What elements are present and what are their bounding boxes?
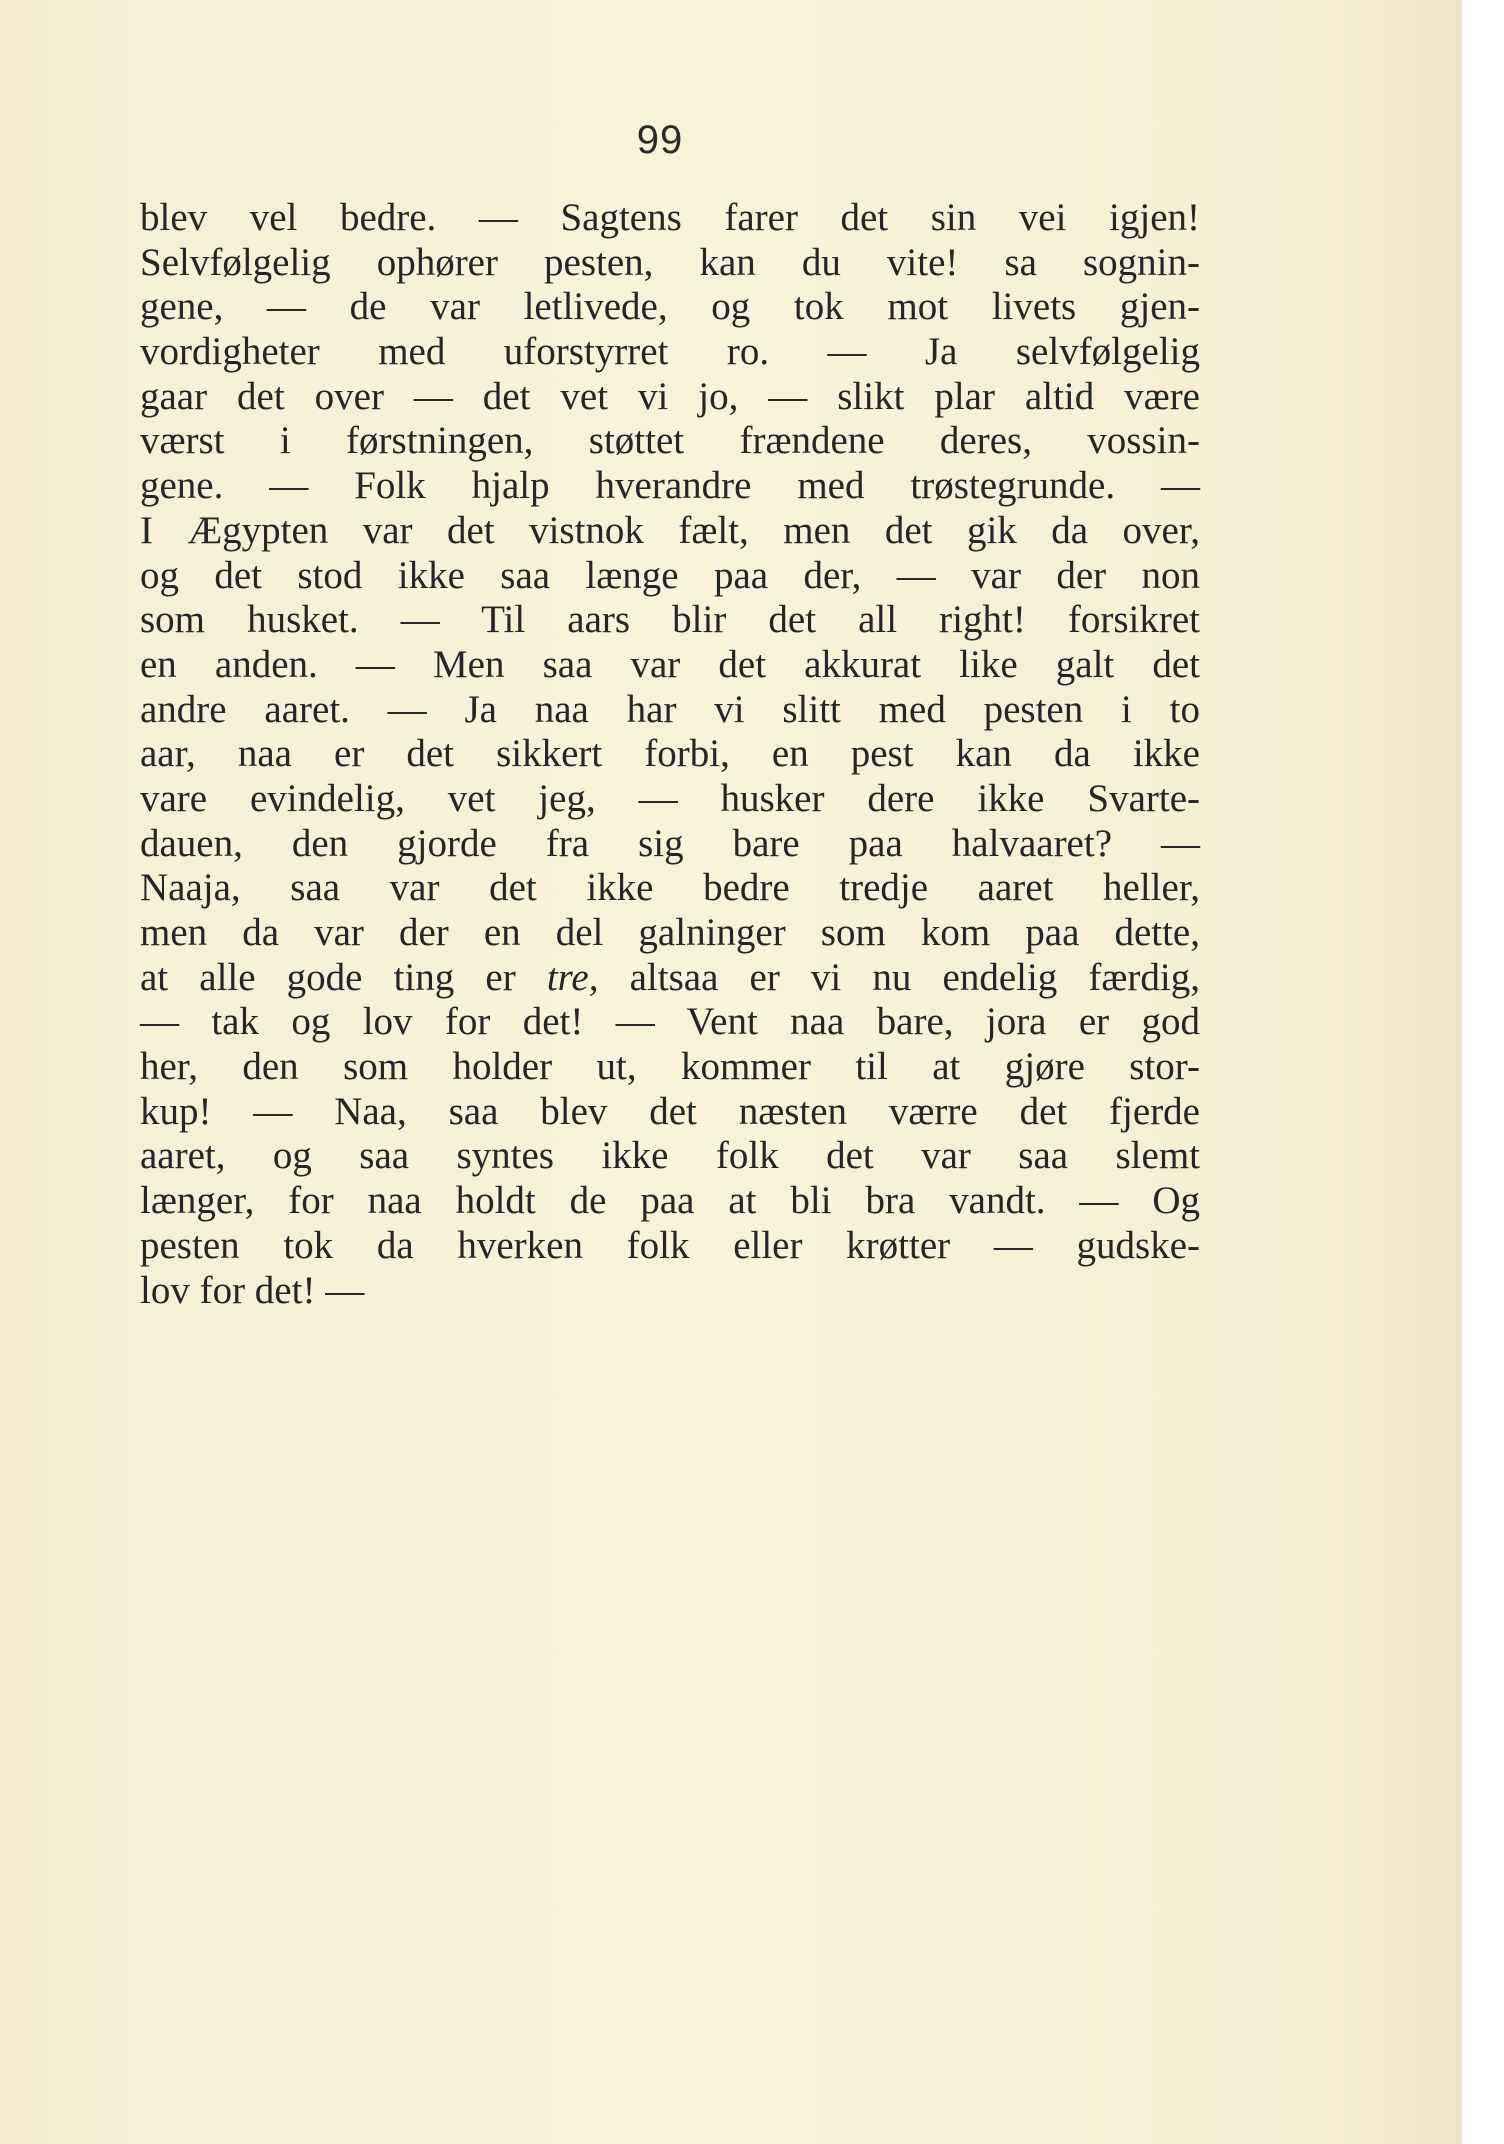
text-line: men da var der en del galninger som kom paa dette, (140, 911, 1200, 954)
text-line: lov for det! — (140, 1268, 365, 1312)
text-line: vordigheter med uforstyrret ro. — Ja selvfølgelig (140, 330, 1200, 374)
text-line: kup! — Naa, saa blev det næsten værre det fjerde (140, 1089, 1200, 1133)
text-line: Selvfølgelig ophører pesten, kan du vite! sa sognin- (140, 240, 1200, 284)
text-segment: at alle gode ting er (140, 955, 547, 999)
text-line: gaar det over — det vet vi jo, — slikt plar altid være (140, 374, 1200, 418)
text-line: — tak og lov for det! — Vent naa bare, jora er god (140, 1000, 1200, 1044)
text-line: her, den som holder ut, kommer til at gjøre stor- (140, 1045, 1200, 1089)
text-line: vare evindelig, vet jeg, — husker dere ikke Svarte- (140, 776, 1200, 820)
text-line: blev vel bedre. — Sagtens farer det sin vei igjen! (140, 196, 1200, 239)
text-line: en anden. — Men saa var det akkurat like galt det (140, 642, 1200, 686)
text-line: aar, naa er det sikkert forbi, en pest kan da ikke (140, 732, 1200, 776)
italic-word: tre, (546, 955, 599, 999)
text-line: I Ægypten var det vistnok fælt, men det gik da over, (140, 508, 1200, 552)
text-segment: altsaa er vi nu endelig færdig, (598, 955, 1201, 999)
text-line: aaret, og saa syntes ikke folk det var saa slemt (140, 1134, 1200, 1178)
text-line: dauen, den gjorde fra sig bare paa halvaaret? — (140, 821, 1200, 865)
text-line: Naaja, saa var det ikke bedre tredje aaret heller, (140, 866, 1200, 910)
text-line: værst i førstningen, støttet frændene deres, vossin- (140, 419, 1200, 463)
text-line: som husket. — Til aars blir det all right! forsikret (140, 598, 1200, 642)
text-line-with-italic (140, 956, 1200, 1001)
page-number: 99 (636, 118, 684, 162)
text-line: andre aaret. — Ja naa har vi slitt med pesten i to (140, 687, 1200, 731)
text-line: længer, for naa holdt de paa at bli bra vandt. — Og (140, 1179, 1200, 1223)
text-line: gene. — Folk hjalp hverandre med trøstegrunde. — (140, 464, 1200, 508)
text-line: gene, — de var letlivede, og tok mot livets gjen- (140, 285, 1200, 329)
text-line: og det stod ikke saa længe paa der, — var der non (140, 553, 1200, 597)
body-text (140, 196, 1200, 1313)
scan-margin (1462, 0, 1504, 2144)
text-line: pesten tok da hverken folk eller krøtter — gudske- (140, 1223, 1200, 1267)
